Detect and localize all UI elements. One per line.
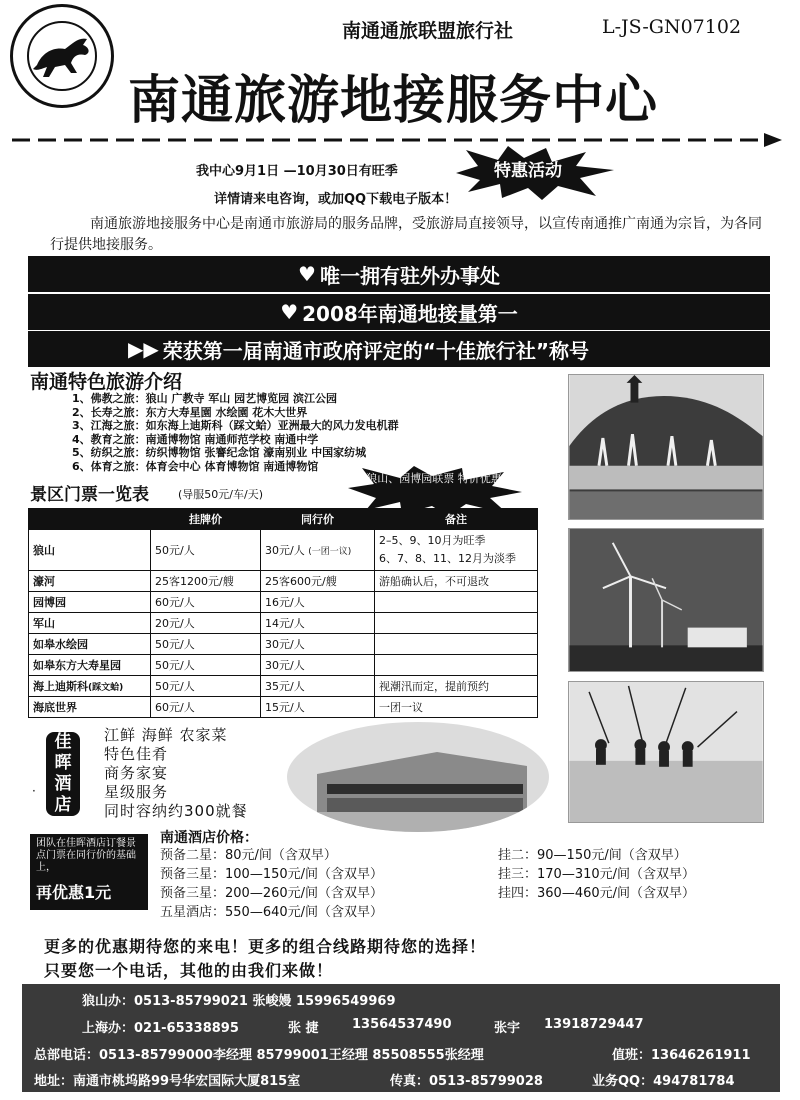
- list-item: 5、纺织之旅：纺织博物馆 张謇纪念馆 濠南别业 中国家纺城: [72, 446, 367, 460]
- list-item: 1、佛教之旅：狼山 广教寺 军山 园艺博览园 滨江公园: [72, 392, 337, 405]
- cell-name: [29, 676, 151, 697]
- wind-turbine-photo: [568, 528, 764, 672]
- slogan-line-2: 只要您一个电话，其他的由我们来做！: [44, 961, 334, 980]
- list-item: 江鲜 海鲜 农家菜: [104, 726, 228, 744]
- highlight-bar-1: [28, 256, 770, 292]
- list-item: 挂四：360—460元/间（含双早）: [498, 886, 696, 901]
- cell-peer-price: 16元/人: [261, 592, 375, 613]
- table-row: [29, 655, 538, 676]
- arrow-divider: [12, 130, 782, 150]
- hotel-badge-char: 酒: [54, 774, 72, 794]
- tickets-note: (导服50元/车/天): [178, 488, 263, 501]
- hotel-price-list-right: [498, 846, 695, 903]
- cell-peer-price: 35元/人: [261, 676, 375, 697]
- table-row: [29, 530, 538, 571]
- promo-line-1: 我中心9月1日 —10月30日有旺季: [196, 164, 398, 179]
- group-discount-headline: 再优惠1元: [36, 883, 112, 902]
- highlight-bar-2: [28, 294, 770, 330]
- duty-phone: 值班：13646261911: [612, 1048, 751, 1063]
- address: 地址：南通市桃坞路99号华宏国际大厦815室: [34, 1074, 301, 1089]
- agency-name: 南通通旅联盟旅行社: [342, 20, 514, 42]
- business-qq: 业务QQ：494781784: [592, 1074, 735, 1089]
- cell-name: 园博园: [29, 592, 151, 613]
- cell-remark: 视潮汛而定，提前预约: [375, 676, 538, 697]
- shanghai-contact-2: 张宇: [494, 1021, 521, 1036]
- group-discount-box: [30, 834, 148, 910]
- cell-remark: [375, 592, 538, 613]
- highlight-bar-3-label: 荣获第一届南通市政府评定的“十佳旅行社”称号: [162, 338, 590, 363]
- table-row: [29, 571, 538, 592]
- cell-remark: 一团一议: [375, 697, 538, 718]
- table-header-row: [29, 509, 538, 530]
- hq-phones: 总部电话：0513-85799000李经理 85799001王经理 85508555张经理: [34, 1048, 484, 1063]
- promo-line-2: 详情请来电咨询，或加QQ下载电子版本！: [214, 192, 458, 207]
- list-item: 3、江海之旅：如东海上迪斯科（踩文蛤）亚洲最大的风力发电机群: [72, 419, 399, 433]
- list-item: 星级服务: [104, 783, 169, 801]
- heart-icon: ♥: [280, 300, 299, 324]
- slogan-line-1: 更多的优惠期待您的来电！更多的组合线路期待您的选择！: [44, 937, 487, 956]
- cell-list-price: 25客1200元/艘: [151, 571, 261, 592]
- shanghai-phone-2: 13918729447: [544, 1017, 644, 1032]
- table-row: [29, 592, 538, 613]
- cell-name: 如皋东方大寿星园: [29, 655, 151, 676]
- agency-logo: [10, 4, 114, 108]
- column-header: 挂牌价: [151, 509, 261, 530]
- cell-remark: [375, 655, 538, 676]
- tickets-title: 景区门票一览表: [30, 485, 149, 505]
- column-header: [29, 509, 151, 530]
- shanghai-office: 上海办：021-65338895: [82, 1021, 239, 1036]
- tickets-badge: 狼山、园博园联票 特价优惠: [366, 472, 502, 485]
- cell-list-price: 50元/人: [151, 634, 261, 655]
- ticket-table: [28, 508, 538, 718]
- list-item: 6、体育之旅：体育会中心 体育博物馆 南通博物馆: [72, 459, 319, 473]
- remark-line: 6、7、8、11、12月为淡季: [379, 552, 516, 565]
- list-item: 预备二星：80元/间（含双早）: [160, 848, 337, 863]
- intro-paragraph: 南通旅游地接服务中心是南通市旅游局的服务品牌，受旅游局直接领导，以宣传南通推广南通为宗旨，为各同行提供地接服务。: [50, 216, 762, 253]
- cell-remark: [375, 613, 538, 634]
- group-discount-text: 团队在佳晖酒店订餐景点门票在同行价的基础上，: [36, 838, 136, 873]
- list-item: 2、长寿之旅：东方大寿星園 水绘園 花木大世界: [72, 405, 308, 419]
- list-item: 特色佳肴: [104, 745, 169, 763]
- peer-price-note: (一团一议): [308, 547, 352, 557]
- cell-peer-price: 25客600元/艘: [261, 571, 375, 592]
- highlight-bar-1-label: 唯一拥有驻外办事处: [319, 263, 500, 288]
- page-title: 南通旅游地接服务中心: [128, 71, 659, 131]
- peer-price-value: 30元/人: [265, 544, 305, 557]
- hotel-photo: [287, 722, 549, 832]
- cell-list-price: 20元/人: [151, 613, 261, 634]
- list-item: 同时容纳约300就餐: [104, 802, 248, 820]
- cell-name-value: 海上迪斯科: [33, 680, 88, 693]
- cell-name: 濠河: [29, 571, 151, 592]
- hotel-badge-char: 店: [54, 795, 72, 815]
- column-header: 备注: [375, 509, 538, 530]
- list-item: 商务家宴: [104, 764, 169, 782]
- table-row: [29, 697, 538, 718]
- column-header: 同行价: [261, 509, 375, 530]
- features-list: [72, 392, 399, 474]
- hotel-features: [104, 726, 248, 821]
- remark-line: 2–5、9、10月为旺季: [379, 534, 486, 547]
- cell-name: 如皋水绘园: [29, 634, 151, 655]
- heart-icon: ♥: [298, 262, 316, 286]
- cell-peer-price: 30元/人: [261, 655, 375, 676]
- table-row: [29, 613, 538, 634]
- hotel-badge-char: 佳: [54, 732, 72, 752]
- cell-list-price: 50元/人: [151, 676, 261, 697]
- shanghai-phone-1: 13564537490: [352, 1017, 452, 1032]
- table-row: [29, 634, 538, 655]
- cell-peer-price: 15元/人: [261, 697, 375, 718]
- hotel-badge-char: 晖: [54, 753, 72, 773]
- list-item: 挂二：90—150元/间（含双早）: [498, 848, 687, 863]
- contact-footer: [22, 984, 780, 1092]
- cell-list-price: 60元/人: [151, 697, 261, 718]
- list-item: 五星酒店：550—640元/间（含双早）: [160, 905, 384, 920]
- horse-icon: [13, 7, 111, 105]
- list-item: 预备三星：100—150元/间（含双早）: [160, 867, 384, 882]
- bullet-dot: ·: [32, 784, 36, 798]
- cell-name: 军山: [29, 613, 151, 634]
- cell-remark: 游船确认后，不可退改: [375, 571, 538, 592]
- highlight-bar-3: [28, 331, 770, 367]
- promo-badge: 特惠活动: [494, 161, 562, 181]
- cell-remark: [375, 634, 538, 655]
- cell-peer-price: 30元/人: [261, 634, 375, 655]
- features-title: 南通特色旅游介绍: [30, 371, 183, 393]
- cell-list-price: 60元/人: [151, 592, 261, 613]
- double-arrow-icon: ▶▶: [128, 337, 159, 361]
- hotel-price-list-left: [160, 846, 383, 922]
- list-item: 预备三星：200—260元/间（含双早）: [160, 886, 384, 901]
- cell-name-note: (踩文蛤): [88, 683, 124, 693]
- cell-name: 狼山: [29, 530, 151, 571]
- beach-fishing-photo: [568, 681, 764, 823]
- cell-list-price: 50元/人: [151, 655, 261, 676]
- cell-remark: [375, 530, 538, 571]
- cell-peer-price: [261, 530, 375, 571]
- list-item: 挂三：170—310元/间（含双早）: [498, 867, 696, 882]
- cell-peer-price: 14元/人: [261, 613, 375, 634]
- hotel-price-title: 南通酒店价格：: [160, 830, 258, 846]
- hotel-badge: [46, 732, 80, 816]
- list-item: 4、教育之旅：南通博物馆 南通师范学校 南通中学: [72, 432, 319, 446]
- langshan-photo: [568, 374, 764, 520]
- langshan-office: 狼山办：0513-85799021 张峻嫚 15996549969: [82, 994, 396, 1009]
- fax: 传真：0513-85799028: [390, 1074, 543, 1089]
- cell-list-price: 50元/人: [151, 530, 261, 571]
- shanghai-contact-1: 张 捷: [288, 1021, 319, 1036]
- highlight-bar-2-label: 2008年南通地接量第一: [302, 301, 518, 326]
- license-code: L-JS-GN07102: [602, 16, 742, 38]
- cell-name: 海底世界: [29, 697, 151, 718]
- table-row: [29, 676, 538, 697]
